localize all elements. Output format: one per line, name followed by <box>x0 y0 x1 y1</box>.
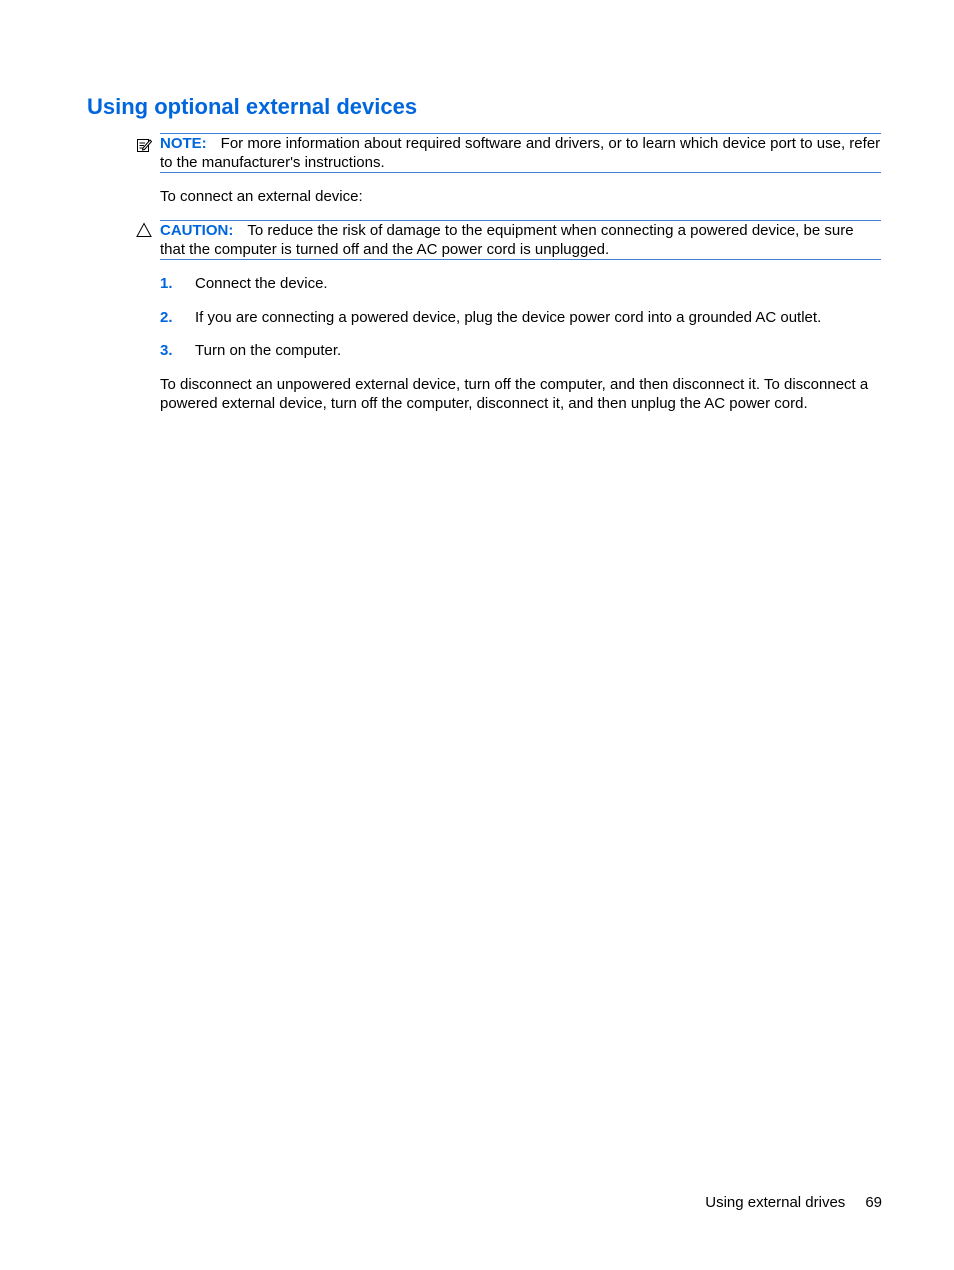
step-text: Turn on the computer. <box>195 342 342 359</box>
closing-text: To disconnect an unpowered external device, turn off the computer, and then disconnect it. To disconnect a powered external device, turn off the computer, disconnect it, and then unplug the AC power cord. <box>160 376 869 412</box>
note-icon <box>136 137 152 153</box>
note-callout <box>160 133 881 173</box>
note-label: NOTE: <box>160 135 207 152</box>
footer-section: Using external drives <box>705 1194 846 1211</box>
caution-callout <box>160 220 881 260</box>
step-number: 1. <box>160 275 173 292</box>
page-heading: Using optional external devices <box>87 94 418 119</box>
page-number: 69 <box>865 1194 882 1211</box>
step-number: 2. <box>160 309 173 326</box>
warning-triangle-icon <box>136 222 152 238</box>
caution-label: CAUTION: <box>160 222 234 239</box>
page-footer <box>705 1193 882 1212</box>
step-number: 3. <box>160 342 173 359</box>
intro-text: To connect an external device: <box>160 188 363 205</box>
caution-text: To reduce the risk of damage to the equipment when connecting a powered device, be sure that the computer is turned off and the AC power cord is unplugged. <box>160 222 854 258</box>
step-text: Connect the device. <box>195 275 328 292</box>
note-text: For more information about required software and drivers, or to learn which device port to use, refer to the manufacturer's instructions. <box>160 135 881 171</box>
step-text: If you are connecting a powered device, plug the device power cord into a grounded AC outlet. <box>195 309 822 326</box>
